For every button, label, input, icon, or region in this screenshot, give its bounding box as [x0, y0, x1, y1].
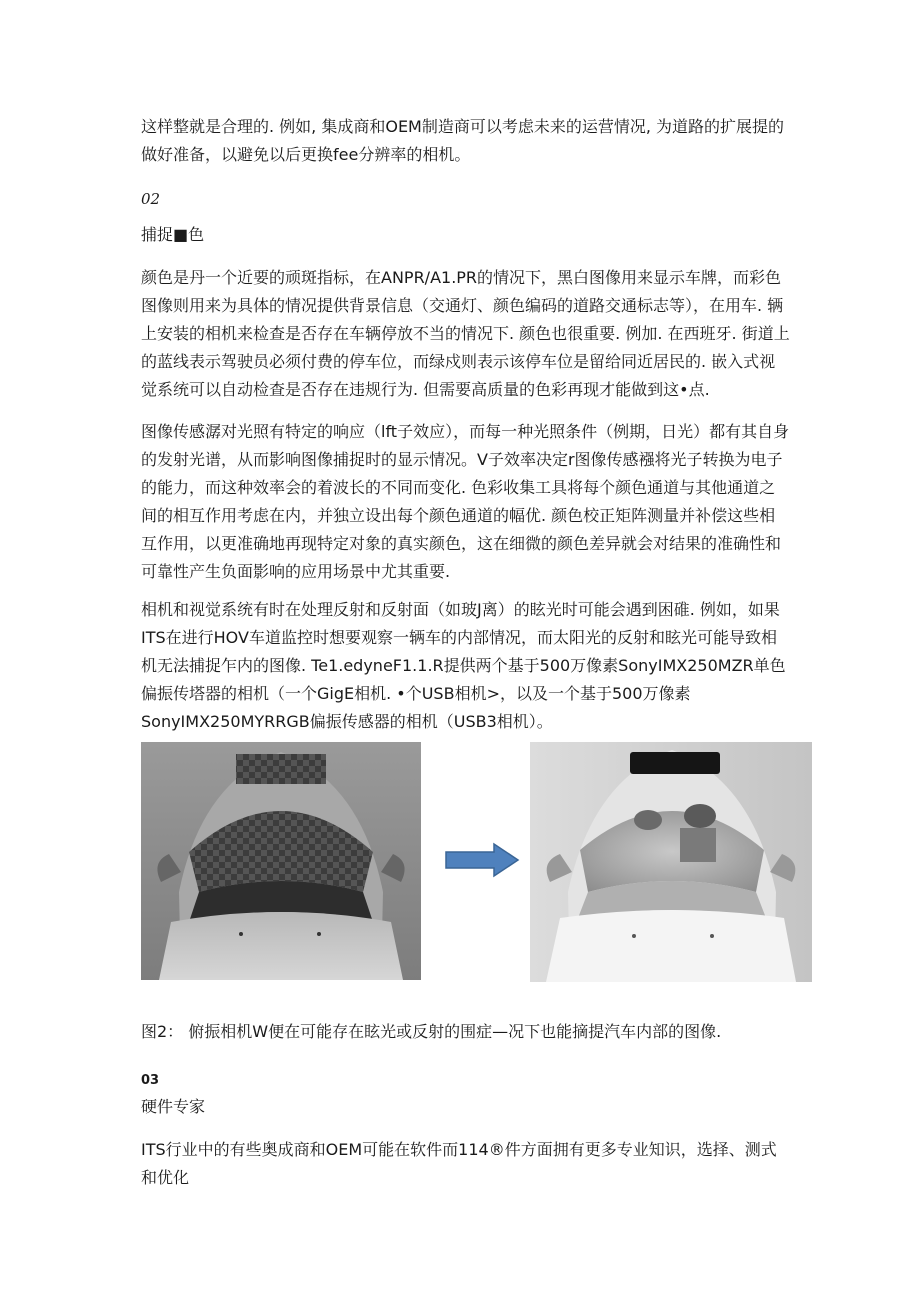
intro-paragraph: 这样整就是合理的. 例如, 集成商和OEM制造商可以考虑未来的运营情况, 为道路的扩展提的做好准备，以避免以后更换fee分辨率的相机。: [141, 117, 785, 164]
section-heading-color: 捕捉■色: [141, 225, 205, 244]
color-paragraph-1: 颜色是丹一个近要的顽斑指标，在ANPR/A1.PR的情况下，黑白图像用来显示车牌，而彩色图像则用来为具体的情况提供背景信息（交通灯、颜色编码的道路交通标志等），在用车. 辆上安装的相机来检查是否存在车辆停放不当的情况下. 颜色也很重要. 例加. 在西班牙. 街道上的蓝线表示驾驶员必须付费的停车位，而绿戍则表示该停车位是留给同近居民的. 嵌入式视觉系统可以自动检查是否存在违规行为. 但需要高质量的色彩再现才能做到这•点.: [141, 268, 790, 399]
arrow-icon: [444, 842, 520, 878]
section-number-03: 03: [141, 1073, 160, 1088]
section-number-02: 02: [141, 190, 161, 208]
right-arrow-icon: [444, 842, 520, 878]
car-photo-glare: [141, 742, 421, 980]
polarization-paragraph: 相机和视觉系统有时在处理反射和反射面（如玻J离）的眩光时可能会遇到困碓. 例如，如果ITS在进行HOV车道监控时想要观察一辆车的内部情况，而太阳光的反射和眩光可能导致相机无法捕捉乍内的图像. Te1.edyneF1.1.R提供两个基于500万像素SonyIMX250MZR单色偏振传塔器的相机（一个GigE相机. •个USB相机>，以及一个基于500万像素SonyIMX250MYRRGB偏振传感器的相机（USB3相机）。: [141, 600, 786, 731]
car-glare-image: [141, 742, 421, 980]
color-paragraph-2: 图像传感潺对光照有特定的响应（lft子效应），而每一种光照条件（例期，日光）都有其自身的发射光谱，从而影响图像捕捉时的显示情况。V子效率决定r图像传感襁将光子转换为电子的能力，而这种效率会的着波长的不同而变化. 色彩收集工具将每个颜色通道与其他通道之间的相互作用考虑在内，并独立设出每个颜色通道的幅优. 颜色校正矩阵测量并补偿这些相互作用，以更准确地再现特定对象的真实颜色，这在细微的颜色差异就会对结果的准确性和可靠性产生负面影响的应用场景中尤其重要.: [141, 422, 790, 581]
section-heading-hardware: 硬件专家: [141, 1097, 206, 1116]
figure-caption: 图2： 俯振相机W便在可能存在眩光或反射的围症—况下也能摘提汽车内部的图像.: [141, 1022, 722, 1041]
car-polarized-image: [530, 742, 812, 982]
car-photo-polarized: [530, 742, 812, 982]
hardware-paragraph: ITS行业中的有些奥成商和OEM可能在软件而114®件方面拥有更多专业知识，选择、测式和优化: [141, 1140, 777, 1187]
